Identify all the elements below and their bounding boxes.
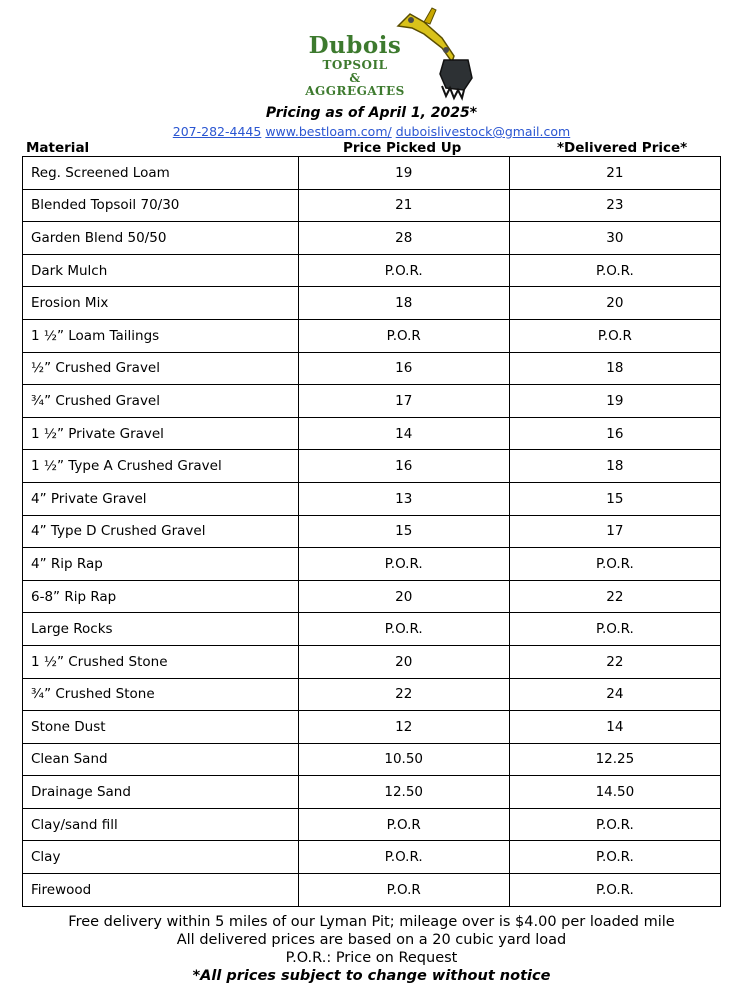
phone-link[interactable]: 207-282-4445 [172, 124, 262, 139]
footer-delivery-note: Free delivery within 5 miles of our Lyman Pit; mileage over is $4.00 per loaded mile [68, 914, 675, 930]
table-row [23, 613, 721, 646]
material-cell: Blended Topsoil 70/30 [23, 189, 299, 222]
delivered-price-cell: P.O.R. [509, 841, 720, 874]
material-cell: 6-8” Rip Rap [23, 580, 299, 613]
price-picked-up-cell: P.O.R [298, 319, 509, 352]
email-link[interactable]: duboislivestock@gmail.com [395, 124, 571, 139]
column-header-price-picked-up: Price Picked Up [343, 140, 462, 156]
price-picked-up-cell: 16 [298, 450, 509, 483]
price-picked-up-cell: 15 [298, 515, 509, 548]
material-cell: 1 ½” Type A Crushed Gravel [23, 450, 299, 483]
table-row [23, 189, 721, 222]
table-row [23, 157, 721, 190]
price-picked-up-cell: 19 [298, 157, 509, 190]
company-logo [300, 4, 480, 104]
delivered-price-cell: 16 [509, 417, 720, 450]
price-picked-up-cell: P.O.R. [298, 613, 509, 646]
logo-line-aggregates: AGGREGATES [305, 84, 405, 98]
material-cell: Clean Sand [23, 743, 299, 776]
delivered-price-cell: P.O.R. [509, 808, 720, 841]
material-cell: 1 ½” Loam Tailings [23, 319, 299, 352]
delivered-price-cell: 12.25 [509, 743, 720, 776]
delivered-price-cell: P.O.R. [509, 874, 720, 907]
material-cell: 1 ½” Crushed Stone [23, 645, 299, 678]
excavator-arm-icon [380, 4, 480, 104]
table-row [23, 548, 721, 581]
table-row [23, 874, 721, 907]
price-picked-up-cell: 12 [298, 711, 509, 744]
footer-notes [0, 913, 743, 985]
delivered-price-cell: 23 [509, 189, 720, 222]
delivered-price-cell: 30 [509, 222, 720, 255]
price-picked-up-cell: P.O.R [298, 808, 509, 841]
table-row [23, 254, 721, 287]
delivered-price-cell: 20 [509, 287, 720, 320]
delivered-price-cell: P.O.R. [509, 548, 720, 581]
price-picked-up-cell: 20 [298, 580, 509, 613]
price-picked-up-cell: P.O.R. [298, 548, 509, 581]
material-cell: Erosion Mix [23, 287, 299, 320]
price-picked-up-cell: 10.50 [298, 743, 509, 776]
table-row [23, 450, 721, 483]
table-row [23, 385, 721, 418]
price-picked-up-cell: 21 [298, 189, 509, 222]
material-cell: ½” Crushed Gravel [23, 352, 299, 385]
table-row [23, 580, 721, 613]
material-cell: Clay/sand fill [23, 808, 299, 841]
delivered-price-cell: 14.50 [509, 776, 720, 809]
price-picked-up-cell: P.O.R [298, 874, 509, 907]
material-cell: Large Rocks [23, 613, 299, 646]
price-picked-up-cell: 12.50 [298, 776, 509, 809]
delivered-price-cell: 19 [509, 385, 720, 418]
column-header-material: Material [26, 140, 90, 156]
table-row [23, 515, 721, 548]
price-picked-up-cell: 18 [298, 287, 509, 320]
delivered-price-cell: P.O.R. [509, 254, 720, 287]
footer-por-note: P.O.R.: Price on Request [285, 950, 458, 966]
delivered-price-cell: 22 [509, 645, 720, 678]
delivered-price-cell: 17 [509, 515, 720, 548]
table-row [23, 711, 721, 744]
material-cell: Reg. Screened Loam [23, 157, 299, 190]
table-row [23, 841, 721, 874]
pricing-date-heading: Pricing as of April 1, 2025* [265, 105, 478, 121]
table-row [23, 482, 721, 515]
table-row [23, 776, 721, 809]
price-picked-up-cell: P.O.R. [298, 841, 509, 874]
logo-line-ampersand: & [349, 71, 361, 85]
table-row [23, 222, 721, 255]
material-cell: Clay [23, 841, 299, 874]
table-row [23, 678, 721, 711]
contact-line [0, 124, 743, 139]
price-picked-up-cell: 28 [298, 222, 509, 255]
logo-line-topsoil: TOPSOIL [322, 58, 388, 72]
material-cell: Firewood [23, 874, 299, 907]
delivered-price-cell: 24 [509, 678, 720, 711]
price-picked-up-cell: 20 [298, 645, 509, 678]
price-picked-up-cell: 22 [298, 678, 509, 711]
table-row [23, 287, 721, 320]
table-row [23, 743, 721, 776]
table-row [23, 417, 721, 450]
delivered-price-cell: 18 [509, 352, 720, 385]
price-picked-up-cell: 13 [298, 482, 509, 515]
logo-name: Dubois [308, 32, 402, 59]
table-row [23, 645, 721, 678]
delivered-price-cell: 18 [509, 450, 720, 483]
material-cell: Dark Mulch [23, 254, 299, 287]
material-cell: 1 ½” Private Gravel [23, 417, 299, 450]
footer-disclaimer: *All prices subject to change without notice [192, 968, 551, 984]
material-cell: Drainage Sand [23, 776, 299, 809]
price-table-body [23, 157, 721, 907]
delivered-price-cell: 22 [509, 580, 720, 613]
table-row [23, 319, 721, 352]
material-cell: Garden Blend 50/50 [23, 222, 299, 255]
material-cell: Stone Dust [23, 711, 299, 744]
material-cell: 4” Private Gravel [23, 482, 299, 515]
delivered-price-cell: 21 [509, 157, 720, 190]
delivered-price-cell: 15 [509, 482, 720, 515]
delivered-price-cell: P.O.R [509, 319, 720, 352]
price-picked-up-cell: 17 [298, 385, 509, 418]
footer-load-note: All delivered prices are based on a 20 cubic yard load [176, 932, 567, 948]
delivered-price-cell: P.O.R. [509, 613, 720, 646]
price-picked-up-cell: 16 [298, 352, 509, 385]
material-cell: 4” Type D Crushed Gravel [23, 515, 299, 548]
price-table [22, 156, 721, 907]
price-picked-up-cell: P.O.R. [298, 254, 509, 287]
table-row [23, 808, 721, 841]
material-cell: 4” Rip Rap [23, 548, 299, 581]
material-cell: ¾” Crushed Stone [23, 678, 299, 711]
delivered-price-cell: 14 [509, 711, 720, 744]
website-link[interactable]: www.bestloam.com/ [265, 124, 392, 139]
table-row [23, 352, 721, 385]
material-cell: ¾” Crushed Gravel [23, 385, 299, 418]
column-header-delivered-price: *Delivered Price* [557, 140, 688, 156]
price-picked-up-cell: 14 [298, 417, 509, 450]
